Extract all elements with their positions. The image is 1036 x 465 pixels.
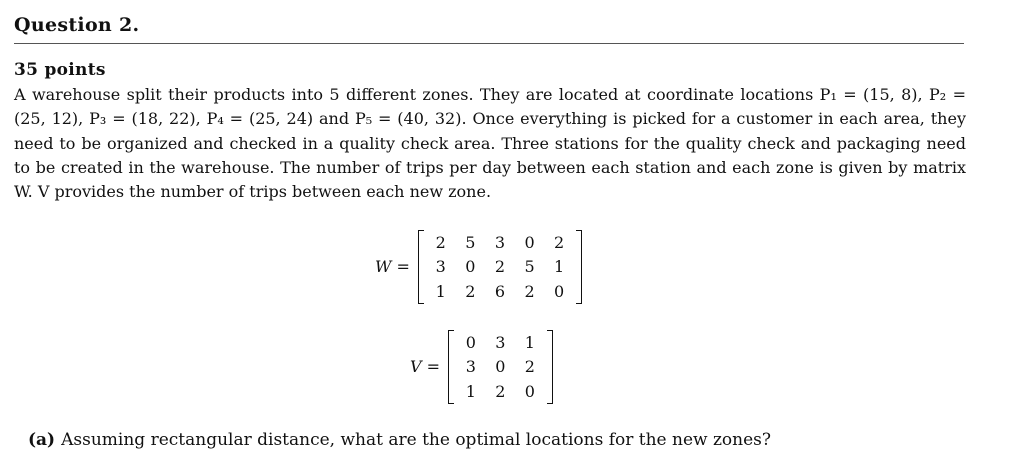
matrix-cell: 3	[465, 357, 476, 377]
left-bracket	[448, 330, 454, 404]
matrix-cell: 3	[494, 232, 506, 252]
matrix-cell: 3	[435, 257, 446, 277]
matrix-cell: 5	[465, 232, 476, 252]
matrix-w-label: W =	[375, 257, 410, 277]
left-bracket	[418, 230, 424, 304]
matrix-w	[375, 230, 582, 304]
matrix-row	[456, 330, 545, 355]
problem-statement: A warehouse split their products into 5 different zones. They are located at coordinate locations P₁ = (15, 8), P₂ = (25, 12), P₃ = (18, 22), P₄ = (25, 24) and P₅ = (40, 32). Once everything is picked for a customer in each area, they need to be organized and checked in a quality check area. Three stations for the quality check and packaging need to be created in the warehouse. The number of trips per day between each station and each zone is given by matrix W. V provides the number of trips between each new zone.	[14, 85, 966, 202]
matrix-cell: 0	[465, 332, 476, 352]
matrix-v-label: V =	[410, 357, 441, 377]
right-bracket	[547, 330, 553, 404]
matrix-v	[410, 330, 553, 404]
heading-divider	[14, 43, 964, 44]
question-heading: Question 2.	[14, 14, 140, 36]
matrix-row	[456, 355, 545, 380]
matrix-cell: 0	[524, 381, 535, 401]
points-label: 35 points	[14, 60, 106, 80]
matrix-cell: 2	[524, 357, 535, 377]
matrix-row	[456, 379, 545, 404]
matrix-w-name: W	[375, 257, 392, 277]
matrix-cell: 0	[495, 357, 506, 377]
matrix-v-body	[448, 330, 553, 404]
matrix-cell: 1	[435, 281, 446, 301]
matrix-cell: 0	[554, 281, 565, 301]
matrix-v-grid	[456, 330, 545, 404]
matrix-cell: 2	[435, 232, 446, 252]
matrix-row	[426, 255, 574, 280]
matrix-cell: 2	[554, 232, 565, 252]
matrix-cell: 2	[495, 381, 506, 401]
matrix-w-grid	[426, 230, 574, 304]
part-a-question	[28, 430, 771, 450]
matrix-cell: 1	[524, 332, 535, 352]
matrix-cell: 2	[465, 281, 476, 301]
right-bracket	[576, 230, 582, 304]
matrix-row	[426, 230, 574, 255]
matrix-cell: 2	[524, 281, 535, 301]
matrix-cell: 1	[554, 257, 565, 277]
matrix-row	[426, 279, 574, 304]
matrix-cell: 3	[495, 332, 506, 352]
matrix-w-body	[418, 230, 582, 304]
matrix-cell: 5	[524, 257, 535, 277]
part-a-text: Assuming rectangular distance, what are the optimal locations for the new zones?	[61, 430, 772, 450]
matrix-v-name: V	[410, 357, 422, 377]
matrix-cell: 0	[524, 232, 535, 252]
matrix-cell: 6	[494, 281, 506, 301]
part-a-label: (a)	[28, 430, 56, 450]
matrix-cell: 0	[465, 257, 476, 277]
matrix-cell: 1	[465, 381, 476, 401]
matrix-cell: 2	[494, 257, 506, 277]
